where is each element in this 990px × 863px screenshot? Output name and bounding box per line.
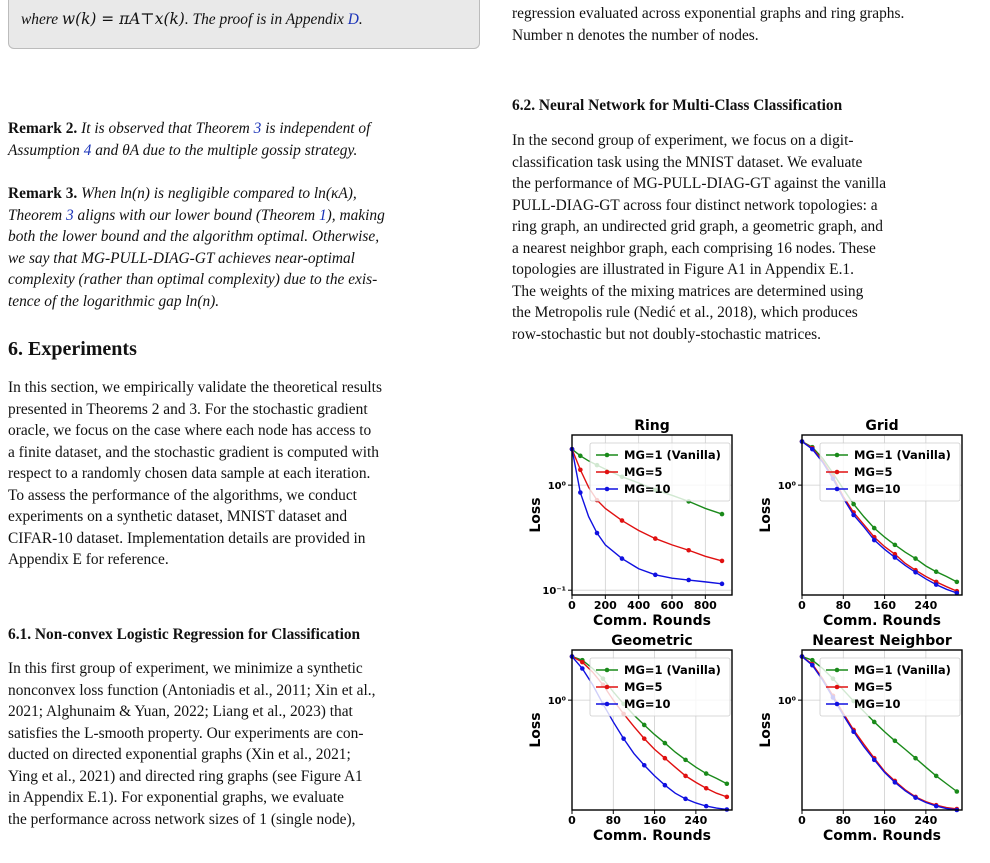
data-point (686, 548, 691, 553)
data-point (580, 666, 585, 671)
x-tick-label: 240 (914, 599, 938, 612)
legend-marker (605, 470, 610, 475)
subplot-1 (758, 418, 962, 629)
data-point (580, 660, 585, 665)
legend-label: MG=1 (Vanilla) (854, 663, 951, 677)
data-point (642, 763, 647, 768)
theorem-link[interactable]: 3 (66, 206, 74, 224)
data-point (872, 758, 877, 763)
theorem-tail: where w(k) = πA⊤x(k). The proof is in Appendix D. (21, 10, 363, 28)
chart-title: Geometric (611, 633, 693, 649)
data-point (851, 502, 856, 507)
x-tick-label: 160 (873, 814, 897, 827)
subsection-title: 6.1. Non-convex Logistic Regression for Classification (8, 626, 361, 643)
appendix-link[interactable]: D (347, 11, 359, 28)
data-point (653, 573, 658, 578)
data-point (913, 756, 918, 761)
remark-2: Remark 2. It is observed that Theorem 3 is independent of Assumption 4 and θA due to the multiple gossip strategy. (8, 120, 371, 159)
y-axis-label: Loss (528, 712, 544, 748)
data-point (578, 467, 583, 472)
data-point (653, 536, 658, 541)
x-tick-label: 0 (568, 814, 576, 827)
data-point (642, 723, 647, 728)
legend-marker (835, 470, 840, 475)
y-tick-label: 10⁰ (547, 696, 566, 708)
legend-label: MG=1 (Vanilla) (624, 448, 721, 462)
subplot-2 (528, 633, 732, 844)
data-point (620, 518, 625, 523)
data-point (725, 795, 730, 800)
data-point (872, 538, 877, 543)
x-tick-label: 600 (660, 599, 684, 612)
subplot-3 (758, 633, 962, 844)
data-point (720, 582, 725, 587)
data-point (704, 771, 709, 776)
x-tick-label: 0 (798, 814, 806, 827)
legend-label: MG=10 (624, 697, 671, 711)
nn-paragraph: In the second group of experiment, we focus on a digit- classification task using the MNIST dataset. We evaluate the performance of MG-PULL-DIAG-GT against the vanilla PULL-DIAG-GT across four distinct network topologies: a ring graph, an undirected grid graph, a geometric graph, and a nearest neighbor graph, each comprising 16 nodes. These topologies are illustrated in Figure A1 in Appendix E.1. The weights of the mixing matrices are determined using the Metropolis rule (Nedić et al., 2018), which produces row-stochastic but not doubly-stochastic matrices. (512, 132, 887, 343)
data-point (955, 789, 960, 794)
data-point (720, 512, 725, 517)
legend-marker (835, 702, 840, 707)
data-point (893, 780, 898, 785)
x-tick-label: 400 (627, 599, 651, 612)
assumption-link[interactable]: 4 (83, 141, 92, 159)
legend-marker (835, 487, 840, 492)
y-tick-label: 10⁻¹ (542, 586, 566, 598)
y-tick-label: 10⁰ (777, 481, 796, 493)
legend-label: MG=10 (624, 482, 671, 496)
data-point (913, 556, 918, 561)
x-axis-label: Comm. Rounds (823, 613, 941, 629)
x-tick-label: 80 (835, 814, 851, 827)
y-tick-label: 10⁰ (547, 481, 566, 493)
data-point (913, 570, 918, 575)
data-point (683, 797, 688, 802)
data-point (893, 739, 898, 744)
legend-marker (605, 685, 610, 690)
data-point (851, 729, 856, 734)
legend-marker (605, 487, 610, 492)
legend-label: MG=1 (Vanilla) (854, 448, 951, 462)
x-axis-label: Comm. Rounds (593, 828, 711, 844)
legend-marker (605, 668, 610, 673)
legend-marker (835, 668, 840, 673)
data-point (934, 569, 939, 574)
data-point (725, 781, 730, 786)
data-point (934, 774, 939, 779)
data-point (663, 741, 668, 746)
x-tick-label: 240 (684, 814, 708, 827)
data-point (851, 513, 856, 518)
subplot-0 (528, 418, 732, 629)
data-point (704, 786, 709, 791)
legend-marker (835, 685, 840, 690)
data-point (704, 804, 709, 809)
theorem-box (8, 0, 480, 49)
data-point (642, 736, 647, 741)
data-point (934, 582, 939, 587)
x-tick-label: 160 (643, 814, 667, 827)
data-point (578, 454, 583, 459)
legend-label: MG=5 (854, 680, 893, 694)
data-point (683, 774, 688, 779)
chart-title: Nearest Neighbor (812, 633, 952, 649)
x-tick-label: 800 (693, 599, 717, 612)
legend-marker (605, 453, 610, 458)
legend-label: MG=5 (854, 465, 893, 479)
subsection-title: 6.2. Neural Network for Multi-Class Classification (512, 97, 843, 114)
chart-title: Grid (865, 418, 899, 434)
x-tick-label: 80 (605, 814, 621, 827)
data-point (810, 663, 815, 668)
loss-figure (512, 410, 982, 850)
experiments-paragraph: In this section, we empirically validate the theoretical results presented in Theorems 2 and 3. For the stochastic gradient oracle, we focus on the case where each node has access to a finite dataset, and the stochastic gradient is computed with respect to a randomly chosen data sample at each iteration. To assess the performance of the algorithms, we conduct experiments on a synthetic dataset, MNIST dataset and CIFAR-10 dataset. Implementation details are provided in Appendix E for reference. (8, 379, 382, 568)
y-tick-label: 10⁰ (777, 696, 796, 708)
theorem-link[interactable]: 1 (318, 206, 327, 224)
data-point (663, 756, 668, 761)
x-tick-label: 200 (593, 599, 617, 612)
y-axis-label: Loss (758, 712, 774, 748)
x-axis-label: Comm. Rounds (823, 828, 941, 844)
section-title: 6. Experiments (8, 338, 137, 360)
legend-label: MG=10 (854, 482, 901, 496)
y-axis-label: Loss (758, 497, 774, 533)
y-axis-label: Loss (528, 497, 544, 533)
data-point (595, 531, 600, 536)
legend-marker (835, 453, 840, 458)
data-point (621, 736, 626, 741)
legend-marker (605, 702, 610, 707)
legend-label: MG=1 (Vanilla) (624, 663, 721, 677)
data-point (683, 758, 688, 763)
data-point (872, 526, 877, 531)
legend-label: MG=10 (854, 697, 901, 711)
x-tick-label: 160 (873, 599, 897, 612)
data-point (663, 783, 668, 788)
data-point (955, 580, 960, 585)
data-point (913, 795, 918, 800)
data-point (578, 490, 583, 495)
data-point (810, 447, 815, 452)
chart-title: Ring (634, 418, 670, 434)
remark-3: Remark 3. When ln(n) is negligible compared to ln(κA), Theorem 3 aligns with our lower bound (Theorem 1), making both the lower bound and the algorithm optimal. Otherwise, we say that MG-PULL-DIAG-GT achieves near-optimal complexity (rather than optimal complexity) due to the exis- tence of the logarithmic gap ln(n). (8, 185, 385, 310)
x-axis-label: Comm. Rounds (593, 613, 711, 629)
data-point (686, 578, 691, 583)
data-point (872, 720, 877, 725)
data-point (620, 556, 625, 561)
x-tick-label: 0 (568, 599, 576, 612)
data-point (810, 658, 815, 663)
figure-caption: regression evaluated across exponential graphs and ring graphs. Number n denotes the number of nodes. (512, 5, 905, 44)
legend-label: MG=5 (624, 680, 663, 694)
x-tick-label: 0 (798, 599, 806, 612)
theorem-link[interactable]: 3 (253, 120, 262, 137)
data-point (934, 804, 939, 809)
data-point (893, 543, 898, 548)
data-point (893, 555, 898, 560)
x-tick-label: 240 (914, 814, 938, 827)
subsection-paragraph: In this first group of experiment, we minimize a synthetic nonconvex loss function (Antoniadis et al., 2011; Xin et al., 2021; Alghunaim & Yuan, 2022; Liang et al., 2023) that satisfies the L-smooth property. Our experiments are con- ducted on directed exponential graphs (Xin et al., 2021; Ying et al., 2021) and directed ring graphs (see Figure A1 in Appendix E.1). For exponential graphs, we evaluate the performance across network sizes of 1 (single node), (8, 660, 376, 828)
data-point (720, 559, 725, 564)
x-tick-label: 80 (835, 599, 851, 612)
legend-label: MG=5 (624, 465, 663, 479)
